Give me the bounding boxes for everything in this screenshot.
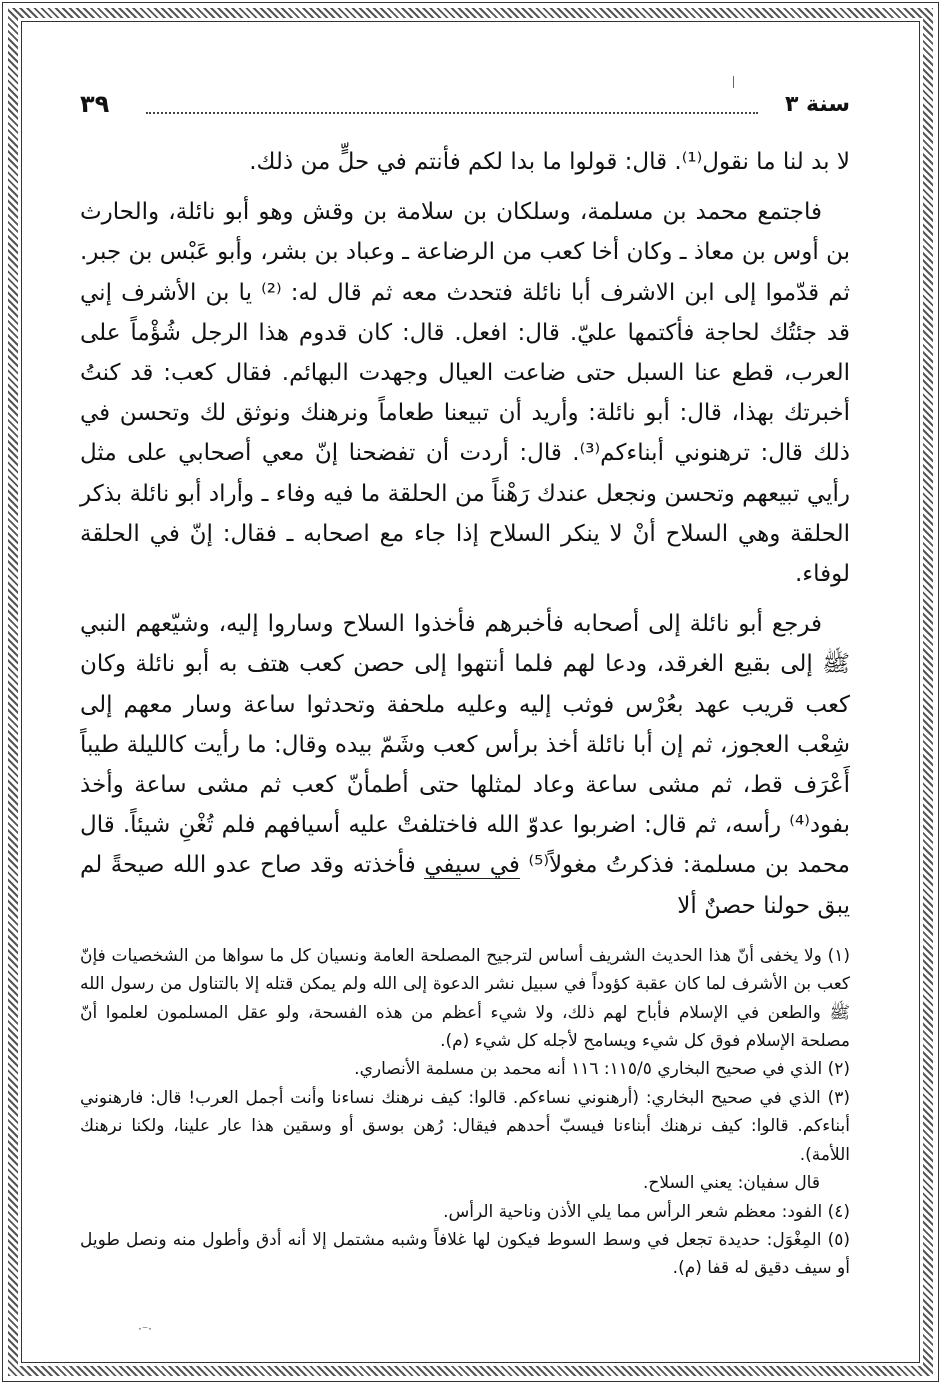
paragraph-2: [80, 604, 850, 926]
footnote-1: (١) ولا يخفى أنّ هذا الحديث الشريف أساس لترجيح المصلحة العامة ونسيان كل ما سواها من الشخصيات فإنّ كعب بن الأشرف لما كان عقبة كؤوداً في سبيل نشر الدعوة إلى الله ولم يمكن قتله إلا بالتناول من رسول الله ﷺ والطعن في الإسلام فأباح لهم ذلك، ولا شيء أعظم من هذه الفسحة، ولو عقل المسلمون لعلموا أنّ مصلحة الإسلام فوق كل شيء ويسامح لأجله كل شيء (م).: [80, 945, 850, 1052]
page-content: [80, 88, 850, 1283]
footnotes: [80, 942, 850, 1283]
chapter-title: سنة ٣: [784, 92, 850, 117]
paragraph-2-tail: فأخذته وقد صاح عدو الله صيحةً لم يبق حولنا حصنٌ ألا: [80, 852, 850, 919]
footnote-3-continued: قال سفيان: يعني السلاح.: [642, 1173, 820, 1194]
header-tick: [733, 76, 734, 88]
footnote-3: (٣) الذي في صحيح البخاري: (أرهنوني نساءكم. قالوا: كيف نرهنك نساءنا وأنت أجمل العرب! قال: فارهنوني أبناءكم. قالوا: كيف نرهنك أبناءنا فيسبّ أحدهم فيقال: رُهن بوسق أو وسقين هذا عار علينا، ولكنا نرهنك اللأمة).: [80, 1087, 850, 1165]
footnote-2: (٢) الذي في صحيح البخاري ١١٥/٥: ١١٦ أنه محمد بن مسلمة الأنصاري.: [354, 1059, 850, 1080]
underlined-phrase: في سيفي: [424, 852, 520, 879]
header-leader-dots: [146, 112, 758, 114]
running-header: [80, 88, 850, 122]
paragraph-0: لا بد لنا ما نقول⁽¹⁾. قال: قولوا ما بدا لكم فأنتم في حلٍّ من ذلك.: [249, 149, 850, 175]
paragraph-2-main: فرجع أبو نائلة إلى أصحابه فأخبرهم فأخذوا السلاح وساروا إليه، وشيّعهم النبي ﷺ إلى بقيع الغرقد، ودعا لهم فلما أنتهوا إلى حصن كعب هتف به أبو نائلة وكان كعب قريب عهد بعُرْس فوثب إليه وعليه ملحفة وتحدثوا ساعة وسار معهم إلى شِعْب العجوز، ثم إن أبا نائلة أخذ برأس كعب وشَمّ بيده وقال: ما رأيت كالليلة طيباً أَعْرَف قط، ثم مشى ساعة وعاد لمثلها حتى أطمأنّ كعب ثم مشى ساعة وأخذ بفود⁽⁴⁾ رأسه، ثم قال: اضربوا عدوّ الله فاختلفتْ عليه أسيافهم فلم تُغْنِ شيئاً. قال محمد بن مسلمة: فذكرتُ مغولاً⁽⁵⁾: [80, 611, 850, 879]
main-text: [80, 142, 850, 926]
scan-speck: ·⁻·: [138, 1322, 152, 1336]
footnote-5: (٥) المِغْوَل: حديدة تجعل في وسط السوط فيكون لها غلافاً وشبه مشتمل إلا أنه أدق وأطول منه ونصل طويل أو سيف دقيق له قفا (م).: [80, 1229, 850, 1279]
paragraph-1: فاجتمع محمد بن مسلمة، وسلكان بن سلامة بن وقش وهو أبو نائلة، والحارث بن أوس بن معاذ ـ وكان أخا كعب من الرضاعة ـ وعباد بن بشر، وأبو عَبْس بن جبر. ثم قدّموا إلى ابن الاشرف أبا نائلة فتحدث معه ثم قال له: ⁽²⁾ يا بن الأشرف إني قد جئتُك لحاجة فأكتمها عليّ. قال: افعل. قال: كان قدوم هذا الرجل شُؤْماً على العرب، قطع عنا السبل حتى ضاعت العيال وجهدت البهائم. فقال كعب: قد كنتُ أخبرتك بهذا، قال: أبو نائلة: وأريد أن تبيعنا طعاماً ونرهنك ونوثق لك وتحسن في ذلك قال: ترهنوني أبناءكم⁽³⁾. قال: أردت أن تفضحنا إنّ معي أصحابي على مثل رأيي تبيعهم وتحسن ونجعل عندك رَهْناً من الحلقة ما فيه وفاء ـ وأراد أبو نائلة بذكر الحلقة وهي السلاح أنْ لا ينكر السلاح إذا جاء مع اصحابه ـ فقال: إنّ في الحلقة لوفاء.: [80, 199, 850, 588]
footnote-4: (٤) الفود: معظم شعر الرأس مما يلي الأذن وناحية الرأس.: [443, 1201, 850, 1222]
footnote-separator: [80, 926, 850, 938]
page-number: ٣٩: [80, 90, 110, 118]
